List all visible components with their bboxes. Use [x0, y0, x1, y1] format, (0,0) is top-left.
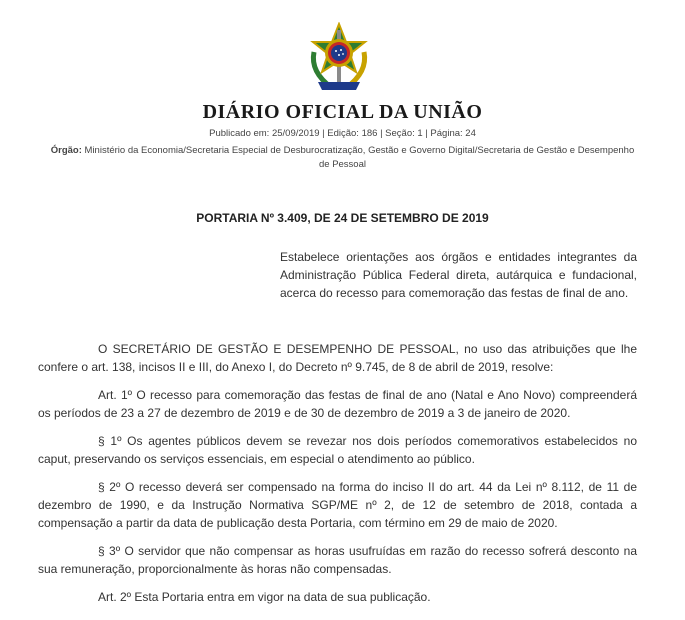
article-2-paragraph: Art. 2º Esta Portaria entra em vigor na data de sua publicação.	[98, 590, 431, 604]
section-1-paragraph: § 1º Os agentes públicos devem se revezar nos dois períodos comemorativos estabelecidos no caput, preservando os serviços essenciais, em especial o atendimento ao público.	[38, 434, 637, 466]
portaria-body	[38, 340, 637, 616]
page-title: DIÁRIO OFICIAL DA UNIÃO	[202, 101, 483, 123]
article-1-paragraph: Art. 1º O recesso para comemoração das festas de final de ano (Natal e Ano Novo) compreenderá os períodos de 23 a 27 de dezembro de 2019 e de 30 de dezembro de 2019 a 3 de janeiro de 2020.	[38, 388, 637, 420]
brazil-coat-of-arms-icon	[302, 22, 376, 96]
section-2-paragraph: § 2º O recesso deverá ser compensado na forma do inciso II do art. 44 da Lei nº 8.112, de 11 de dezembro de 1990, e da Instrução Normativa SGP/ME nº 2, de 12 de setembro de 2018, contada a compensação a partir da data de publicação desta Portaria, com término em 29 de maio de 2020.	[38, 480, 637, 530]
ementa: Estabelece orientações aos órgãos e entidades integrantes da Administração Pública Federal direta, autárquica e fundacional, acerca do recesso para comemoração das festas de final de ano.	[280, 250, 637, 300]
orgao-text: Ministério da Economia/Secretaria Especial de Desburocratização, Gestão e Governo Digital/Secretaria de Gestão e Desempenho de Pessoal	[84, 145, 635, 170]
portaria-title: PORTARIA Nº 3.409, DE 24 DE SETEMBRO DE 2019	[196, 211, 489, 225]
orgao-label: Órgão:	[50, 145, 82, 156]
publication-info: Publicado em: 25/09/2019 | Edição: 186 | Seção: 1 | Página: 24	[209, 128, 476, 139]
section-3-paragraph: § 3º O servidor que não compensar as horas usufruídas em razão do recesso sofrerá desconto na sua remuneração, proporcionalmente às horas não compensadas.	[38, 544, 637, 576]
preamble-paragraph: O SECRETÁRIO DE GESTÃO E DESEMPENHO DE PESSOAL, no uso das atribuições que lhe confere o art. 138, incisos II e III, do Anexo I, do Decreto nº 9.745, de 8 de abril de 2019, resolve:	[38, 342, 637, 374]
orgao-line	[50, 144, 635, 172]
